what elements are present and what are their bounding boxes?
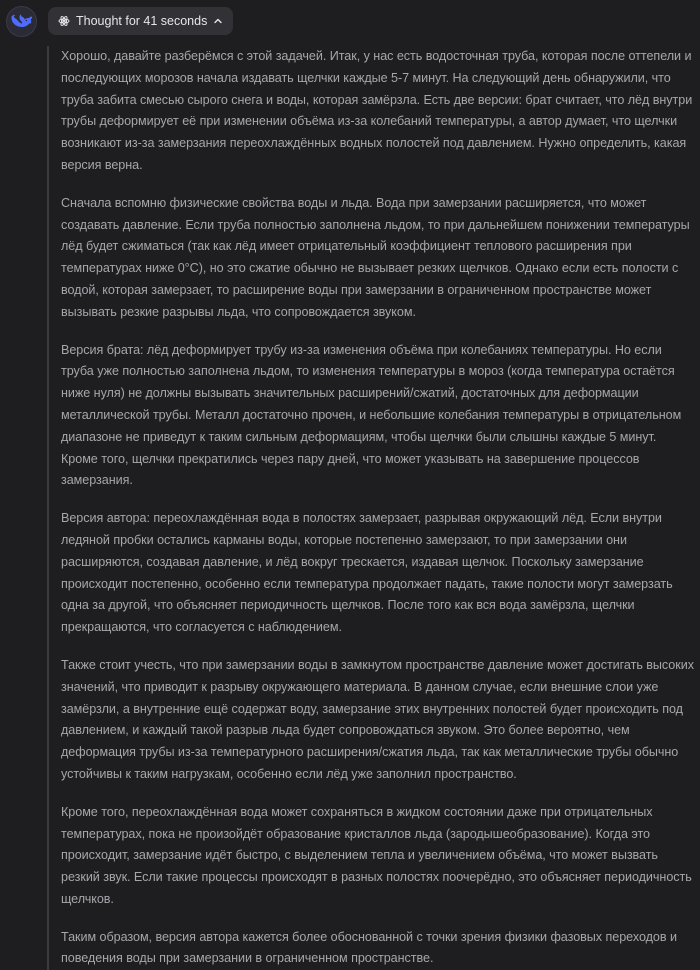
thought-label: Thought for 41 seconds (76, 14, 208, 28)
atom-icon (58, 15, 70, 27)
thinking-paragraph: Также стоит учесть, что при замерзании воды в замкнутом пространстве давление может достигать высоких значений, что приводит к разрыву окружающего материала. В данном случае, если внешние слои уже замёрзли, а внутренние ещё содержат воду, замерзание этих внутренних полостей будет происходить под давлением, и каждый такой разрыв льда будет сопровождаться звуком. Это более вероятно, чем деформация трубы из-за температурного расширения/сжатия льда, так как металлические трубы обычно устойчивы к таким нагрузкам, особенно если лёд уже заполнил пространство. (61, 657, 694, 781)
whale-logo-icon (12, 14, 32, 30)
thinking-content (47, 46, 695, 970)
chevron-up-icon (213, 16, 223, 26)
thinking-paragraph: Таким образом, версия автора кажется более обоснованной с точки зрения физики фазовых переходов и поведения воды при замерзании в ограниченном пространстве. (61, 929, 677, 966)
assistant-avatar (6, 6, 37, 37)
thinking-paragraph: Версия брата: лёд деформирует трубу из-за изменения объёма при колебаниях температуры. Но если труба уже полностью заполнена льдом, то изменения температуры в мороз (когда температура остаётся ниже нуля) не должны вызывать значительных расширений/сжатий, достаточных для деформации металлической трубы. Металл достаточно прочен, и небольшие колебания температуры в отрицательном диапазоне не приведут к таким сильным деформациям, чтобы щелчки были слышны каждые 5 минут. Кроме того, щелчки прекратились через пару дней, что может указывать на завершение процессов замерзания. (61, 342, 682, 488)
thinking-paragraph: Сначала вспомню физические свойства воды и льда. Вода при замерзании расширяется, что может создавать давление. Если труба полностью заполнена льдом, то при дальнейшем понижении температуры лёд будет сжиматься (так как лёд имеет отрицательный коэффициент теплового расширения при температурах ниже 0°C), но это сжатие обычно не вызывает резких щелчков. Однако если есть полости с водой, которая замерзает, то расширение воды при замерзании в ограниченном пространстве может вызывать резкие разрывы льда, что сопровождается звуком. (61, 195, 690, 319)
thought-toggle-button[interactable] (48, 7, 233, 35)
thinking-paragraph: Кроме того, переохлаждённая вода может сохраняться в жидком состоянии даже при отрицательных температурах, пока не произойдёт образование кристаллов льда (зародышеобразование). Когда это происходит, замерзание идёт быстро, с выделением тепла и увеличением объёма, что может вызвать резкий звук. Если такие процессы происходят в разных полостях поочерёдно, это объясняет периодичность щелчков. (61, 804, 692, 906)
thinking-paragraph: Версия автора: переохлаждённая вода в полостях замерзает, разрывая окружающий лёд. Если внутри ледяной пробки остались карманы воды, которые постепенно замерзают, то при замерзании они расширяются, создавая давление, и лёд вокруг трескается, издавая щелчок. Поскольку замерзание происходит постепенно, особенно если температура продолжает падать, такие полости могут замерзать одна за другой, что объясняет периодичность щелчков. После того как вся вода замёрзла, щелчки прекращаются, что согласуется с наблюдением. (61, 511, 673, 635)
thinking-paragraph: Хорошо, давайте разберёмся с этой задачей. Итак, у нас есть водосточная труба, которая после оттепели и последующих морозов начала издавать щелчки каждые 5-7 минут. На следующий день обнаружили, что труба забита смесью сырого снега и воды, которая замёрзла. Есть две версии: брат считает, что лёд внутри трубы деформирует её при изменении объёма из-за колебаний температуры, а автор думает, что щелчки возникают из-за замерзания переохлаждённых водных полостей под давлением. Нужно определить, какая версия верна. (61, 49, 693, 172)
